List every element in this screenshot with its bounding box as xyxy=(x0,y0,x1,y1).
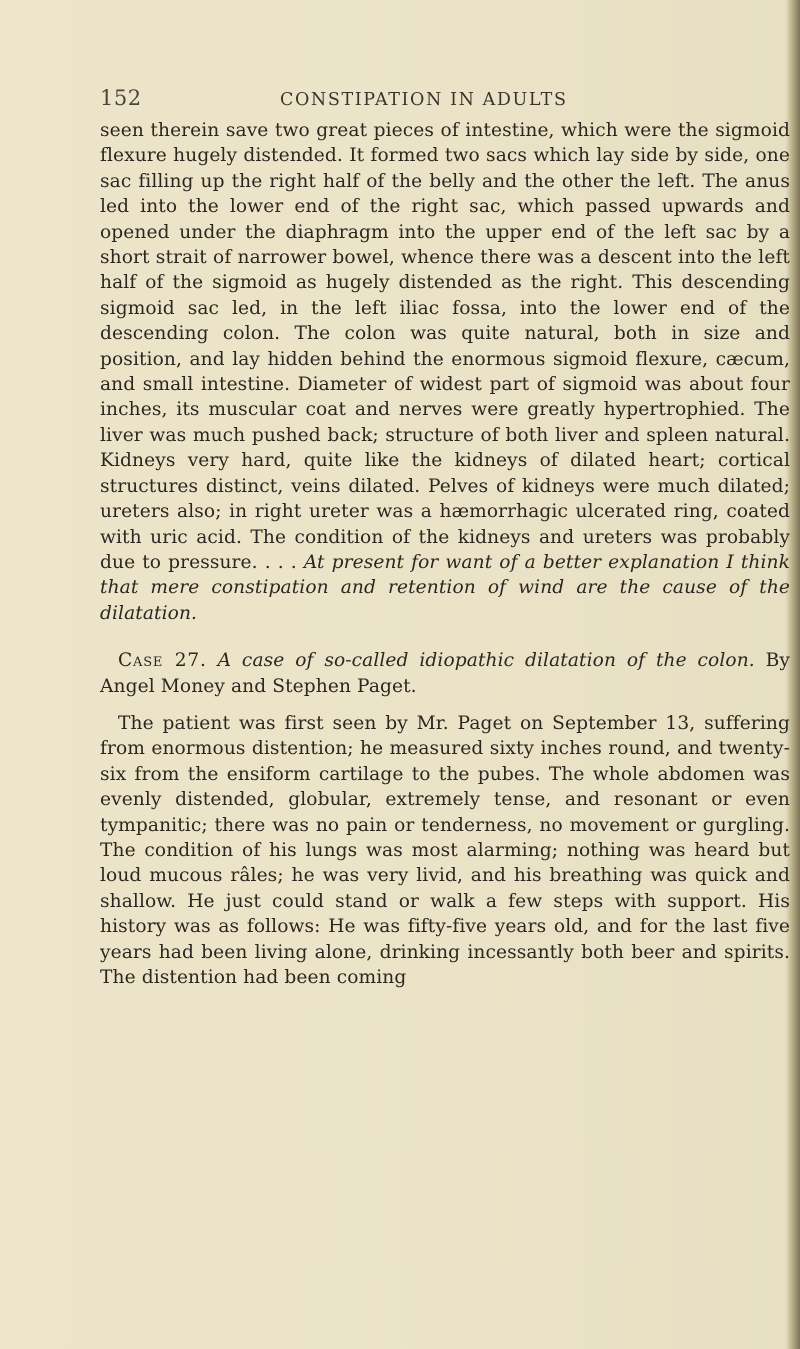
paragraph-continued xyxy=(100,118,790,626)
case-label: Case 27. xyxy=(118,650,207,672)
case-title: A case of so-called idiopathic dilatation of the colon. xyxy=(217,650,755,672)
case-paragraph xyxy=(100,711,790,990)
italic-conclusion: At present for want of a better explanation I think that mere constipation and retention of wind are the cause of the dilatation. xyxy=(100,551,790,624)
page-number: 152 xyxy=(100,86,142,110)
case-authors: By Angel Money and Stephen Paget. xyxy=(100,650,790,697)
case-heading xyxy=(100,648,790,699)
case-paragraph-text: The patient was first seen by Mr. Paget on September 13, suffering from enormous distention; he measured sixty inches round, and twenty-six from the ensiform cartilage to the pubes. The whole abdomen was evenly distended, globular, extremely tense, and resonant or even tympanitic; there was no pain or tenderness, no movement or gurgling. The condition of his lungs was most alarming; nothing was heard but loud mucous râles; he was very livid, and his breathing was quick and shallow. He just could stand or walk a few steps with support. His history was as follows: He was fifty-five years old, and for the last five years had been living alone, drinking incessantly both beer and spirits. The distention had been coming xyxy=(100,712,790,988)
running-head: CONSTIPATION IN ADULTS xyxy=(280,90,568,110)
body-text xyxy=(100,118,790,990)
paragraph-text: seen therein save two great pieces of intestine, which were the sigmoid flexure hugely distended. It formed two sacs which lay side by side, one sac filling up the right half of the belly and the other the left. The anus led into the lower end of the right sac, which passed upwards and opened under the diaphragm into the upper end of the left sac by a short strait of narrower bowel, whence there was a descent into the left half of the sigmoid as hugely distended as the right. This descending sigmoid sac led, in the left iliac fossa, into the lower end of the descending colon. The colon was quite natural, both in size and position, and lay hidden behind the enormous sigmoid flexure, cæcum, and small intestine. Diameter of widest part of sigmoid was about four inches, its muscular coat and nerves were greatly hypertrophied. The liver was much pushed back; structure of both liver and spleen natural. Kidneys very hard, quite like the kidneys of dilated heart; cortical structures distinct, veins dilated. Pelves of kidneys were much dilated; ureters also; in right ureter was a hæmorrhagic ulcerated ring, coated with uric acid. The condition of the kidneys and ureters was probably due to pressure. . . . xyxy=(100,120,790,573)
page-header xyxy=(100,86,790,116)
